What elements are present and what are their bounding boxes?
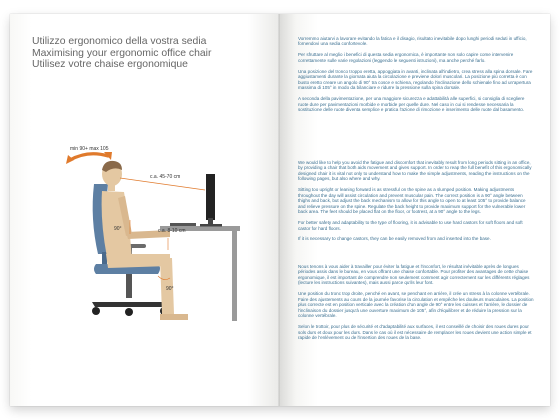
label-knee-angle: 90°	[166, 286, 174, 292]
recline-arc-arrow	[70, 154, 108, 160]
english-text-block	[298, 160, 534, 247]
keyboard	[170, 223, 196, 226]
italian-paragraph-3: Una posizione del tronco troppo eretta, appoggiata in avanti, inclinata all'indietro, crea stress alla spina dorsale. Fare aggiustamenti durante la giornata aiuta la circolazione e previene dolori muscolari. La posizione più corretta è con busto eretto creare un angolo di 90° tra cosce e schiena, regolando l'inclinazione dello schienale fino ad un'apertura massima di 105° in modo da bilanciare e ridurre la pressione sulla spina dorsale.	[298, 68, 533, 91]
caster-mid	[125, 308, 133, 316]
english-paragraph-2: Sitting too upright or leaning forward is as stressful on the spine as a slumped position. Making adjustments throughout the day will assist circulation and prevent muscular pain. The correct position is a 90° angle between thighs and back, but adjust the back mechanism to allow for this angle to open to at least 105° to provide balance and relieve pressure on the spine. Regulate the back height to provide maximum support for the vulnerable lower back area. The feet should be placed flat on the floor, or footrest, at a 90° angle to the legs.	[298, 187, 526, 215]
monitor-screen	[206, 174, 215, 220]
label-elbow-angle: 90°	[114, 226, 122, 232]
label-backrest-range: min 90+ max 105	[70, 146, 109, 152]
title-english: Maximising your ergonomic office chair	[32, 47, 212, 59]
italian-paragraph-4: A seconda della pavimentazione, per una maggiore sicurezza e adattabilità alle superfici, si consiglia di scegliere ruote dure per pavimentazioni morbide e morbide per quelle dure. Nel caso in cui si rendesse necessaria la sostituzione delle ruote diventa semplice e pratica l'azione di rimozione e inserimento delle ruote dal basamento.	[298, 96, 525, 113]
right-page	[280, 14, 550, 406]
label-desk-gap: c.a. 8-10 cm	[158, 228, 186, 234]
person-foot	[160, 314, 188, 320]
french-paragraph-2: Une position du tronc trop droite, penché en avant, se penchant en arrière, il crée un stress à la colonne vertébrale. Faire des ajustements au cours de la journée favorise la circulation et empêche les douleurs musculaires. La position plus correcte est en position verticale avec la création d'un angle de 90° entre les cuisses et l'arrière, le dossier de l'inclinaison du dossier jusqu'à une ouverture maximum de 105°, afin d'équilibrer et de réduire la pression sur la colonne vertébrale.	[298, 291, 534, 319]
desk-leg	[232, 231, 237, 321]
brochure-spread	[10, 14, 550, 406]
person-neck	[108, 185, 115, 191]
english-paragraph-4: If it is necessary to change castors, they can be easily removed from and inserted into the base.	[298, 236, 491, 242]
label-monitor-distance: c.a. 45-70 cm	[150, 174, 181, 180]
monitor-stand	[208, 218, 213, 225]
french-paragraph-1: Nous tenons à vous aider à travailler pour éviter la fatigue et l'inconfort, le résultat inévitable après de longues périodes assis dans le bureau, en vous offrant une chaise confortable. Pour profiter des avantages de cette chaise ergonomique, il est important de comprendre non seulement comment agir correctement sur les différents réglages (lecture les instructions suivantes), mais aussi parce qu'ils leur font.	[298, 264, 530, 286]
recline-arrow-head-left	[66, 155, 74, 164]
ergonomic-posture-illustration	[10, 14, 280, 406]
chair-gas-lift	[126, 274, 132, 298]
caster-left	[92, 307, 100, 315]
french-text-block	[298, 264, 534, 346]
english-paragraph-3: For better safety and adaptability to the type of flooring, it is advisable to use hard castors for soft floors and soft castor for hard floors.	[298, 220, 523, 231]
french-paragraph-3: Selon le trottoir, pour plus de sécurité et d'adaptabilité aux surfaces, il est conseillé de choisir des roues dures pour sols durs et doux pour les durs. Dans le cas où il est nécessaire de remplacer les roues devient une action simple et rapide de l'enlèvement ou de l'insertion des roues de la base.	[298, 324, 532, 340]
italian-text-block	[298, 36, 534, 118]
chair-base	[92, 302, 168, 307]
monitor-foot	[200, 224, 222, 227]
title-italian: Utilizzo ergonomico della vostra sedia	[32, 36, 207, 47]
italian-paragraph-1: Vorremmo aiutarvi a lavorare evitando la fatica e il disagio, risultato inevitabile dopo lunghi periodi seduti in ufficio, fornendovi una sedia confortevole.	[298, 36, 527, 47]
english-paragraph-1: We would like to help you avoid the fatigue and discomfort that inevitably result from long periods sitting in an office, by providing a chair that both aids movement and gives support. In order to reap the full benefit of this ergonomically designed chair it is vital not only to understand how to make the simple adjustments, reading the instructions on the following pages, but also where and why.	[298, 160, 532, 182]
italian-paragraph-2: Per sfruttare al meglio i benefici di questa sedia ergonomica, è importante non solo capire come intervenire correttamente sulle varie regolazioni (leggendo le seguenti istruzioni), ma anche perché farlo.	[298, 52, 514, 63]
title-french: Utilisez votre chaise ergonomique	[32, 59, 188, 70]
left-page	[10, 14, 280, 406]
